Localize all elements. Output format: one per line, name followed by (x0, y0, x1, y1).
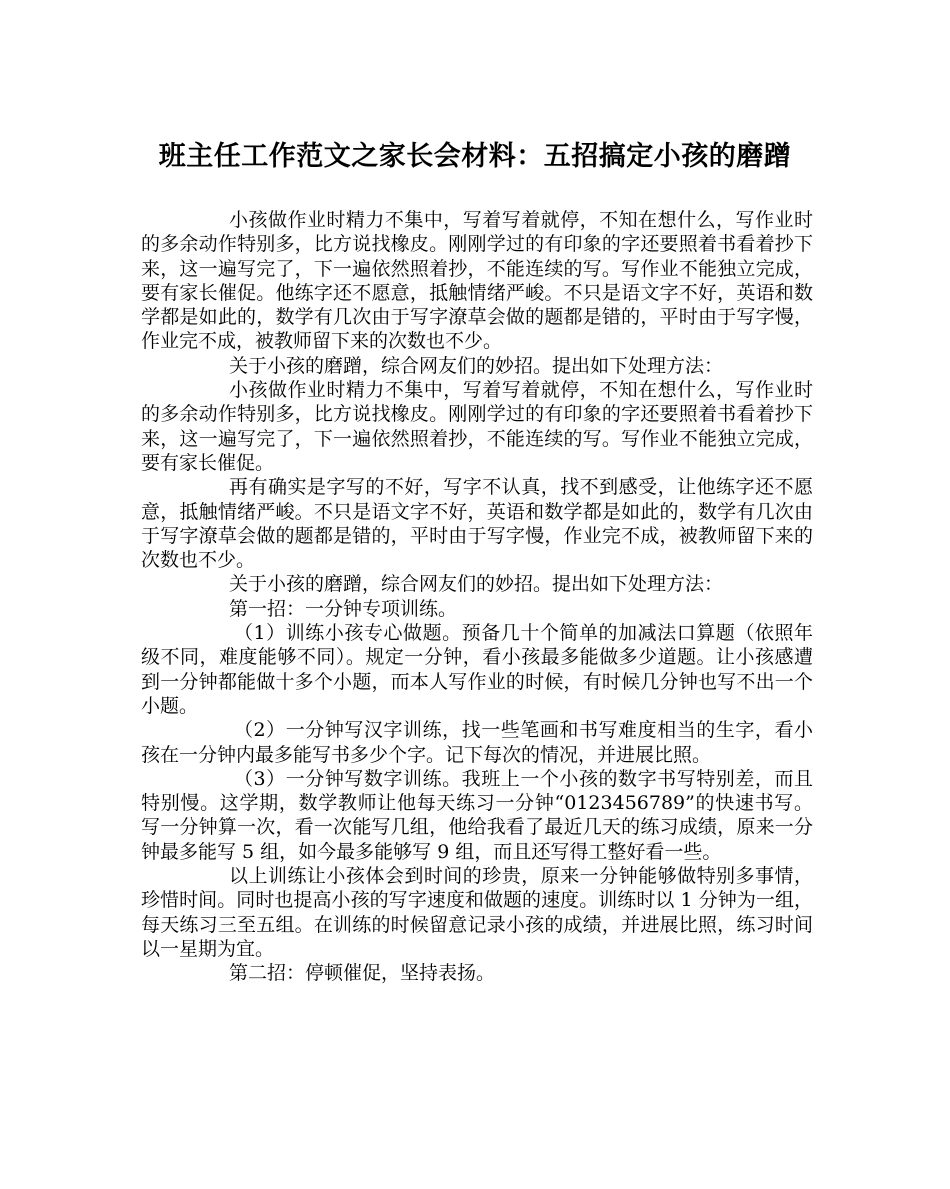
section-heading: 第二招：停顿催促，坚持表扬。 (229, 962, 496, 985)
document-title: 班主任工作范文之家长会材料：五招搞定小孩的磨蹭 (158, 141, 792, 172)
paragraph: 小孩做作业时精力不集中，写着写着就停，不知在想什么，写作业时的多余动作特别多，比方说找橡皮。刚刚学过的有印象的字还要照着书看着抄下来，这一遍写完了，下一遍依然照着抄，不能连续的写。写作业不能独立完成，要有家长催促。他练字还不愿意，抵触情绪严峻。不只是语文字不好，英语和数学都是如此的，数学有几次由于写字潦草会做的题都是错的，平时由于写字慢，作业完不成，被教师留下来的次数也不少。 (141, 209, 813, 353)
section-heading: 第一招：一分钟专项训练。 (229, 597, 458, 620)
paragraph: 以上训练让小孩体会到时间的珍贵，原来一分钟能够做特别多事情，珍惜时间。同时也提高小孩的写字速度和做题的速度。训练时以 1 分钟为一组，每天练习三至五组。在训练的时候留意记录小孩的成绩，并进展比照，练习时间以一星期为宜。 (141, 865, 813, 960)
paragraph: 小孩做作业时精力不集中，写着写着就停，不知在想什么，写作业时的多余动作特别多，比方说找橡皮。刚刚学过的有印象的字还要照着书看着抄下来，这一遍写完了，下一遍依然照着抄，不能连续的写。写作业不能独立完成，要有家长催促。 (141, 379, 813, 474)
paragraph: 关于小孩的磨蹭，综合网友们的妙招。提出如下处理方法： (229, 573, 724, 596)
paragraph: 再有确实是字写的不好，写字不认真，找不到感受，让他练字还不愿意，抵触情绪严峻。不只是语文字不好，英语和数学都是如此的，数学有几次由于写字潦草会做的题都是错的，平时由于写字慢，作业完不成，被教师留下来的次数也不少。 (141, 476, 813, 572)
paragraph: （3）一分钟写数字训练。我班上一个小孩的数字书写特别差，而且特别慢。这学期，数学教师让他每天练习一分钟“0123456789”的快速书写。写一分钟算一次，看一次能写几组，他给我看了最近几天的练习成绩，原来一分钟最多能写 5 组，如今最多能够写 9 组，而且还写得工整好看一些。 (141, 767, 813, 863)
document-body (141, 208, 813, 986)
paragraph: 关于小孩的磨蹭，综合网友们的妙招。提出如下处理方法： (229, 354, 724, 377)
paragraph: （1）训练小孩专心做题。预备几十个简单的加减法口算题（依照年级不同，难度能够不同）。规定一分钟，看小孩最多能做多少道题。让小孩感遭到一分钟都能做十多个小题，而本人写作业的时候，有时候几分钟也写不出一个小题。 (141, 622, 813, 717)
paragraph: （2）一分钟写汉字训练，找一些笔画和书写难度相当的生字，看小孩在一分钟内最多能写书多少个字。记下每次的情况，并进展比照。 (141, 719, 813, 766)
